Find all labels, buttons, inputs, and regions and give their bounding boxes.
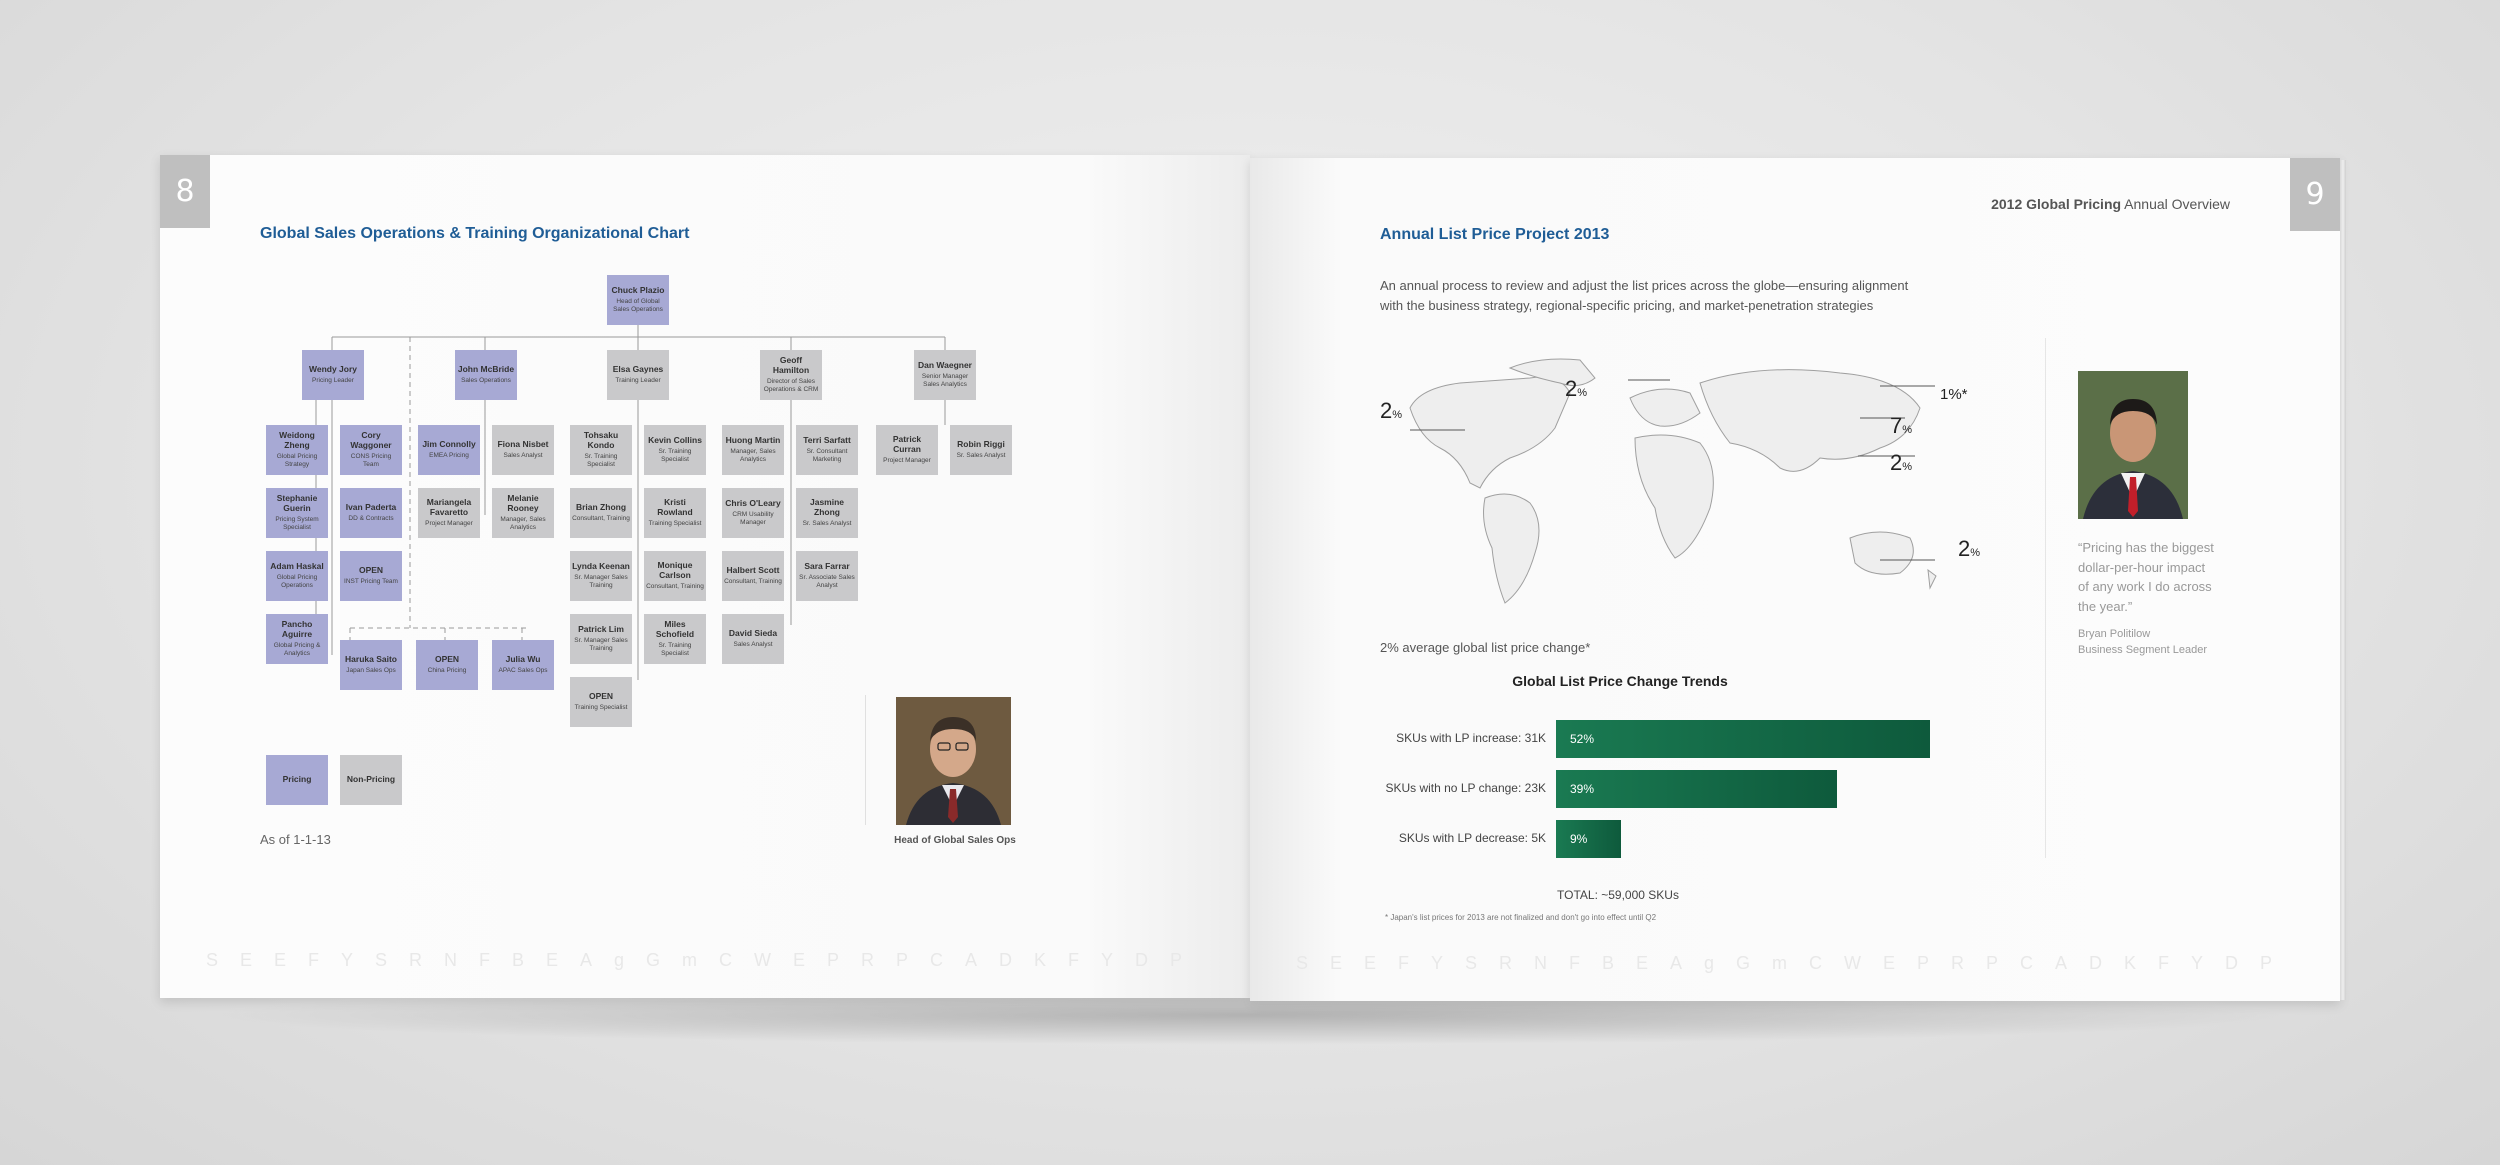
node-role: Sr. Sales Analyst bbox=[956, 451, 1006, 459]
org-node bbox=[266, 488, 328, 538]
right-page bbox=[1250, 158, 2340, 1001]
watermark-glyphs: SEEFYSRNFBEAgGmCWEPRPCADKFYDP bbox=[1295, 953, 2295, 973]
bar-mark bbox=[1556, 770, 1837, 808]
bar-value-label: 9% bbox=[1570, 832, 1588, 846]
photo-caption: Head of Global Sales Ops bbox=[894, 835, 1016, 846]
node-name: Chris O'Leary bbox=[725, 498, 781, 509]
node-role: Sr. Training Specialist bbox=[658, 448, 692, 463]
bar-category-label: SKUs with LP decrease: 5K bbox=[1398, 831, 1546, 845]
head-photo bbox=[896, 697, 1011, 825]
node-role: Project Manager bbox=[425, 519, 473, 527]
org-node bbox=[340, 551, 402, 601]
node-name: Halbert Scott bbox=[726, 565, 780, 576]
node-name: Patrick Curran bbox=[892, 434, 922, 455]
node-name: Julia Wu bbox=[505, 654, 541, 665]
node-role: Manager, Sales Analytics bbox=[500, 515, 546, 531]
node-role: Sr. Manager Sales Training bbox=[574, 574, 628, 589]
node-name: Jasmine Zhong bbox=[809, 497, 845, 518]
label-value: 2 bbox=[1380, 398, 1393, 423]
org-node bbox=[722, 488, 784, 538]
node-role: Consultant, Training bbox=[572, 514, 630, 522]
node-role: Manager, Sales Analytics bbox=[730, 448, 776, 463]
node-role: Director of Sales Operations & CRM bbox=[763, 377, 819, 393]
average-note: 2% average global list price change* bbox=[1380, 640, 1591, 655]
node-role: Pricing Leader bbox=[312, 376, 354, 384]
label-unit: % bbox=[1970, 547, 1981, 559]
running-header bbox=[1991, 196, 2230, 212]
org-node-sales-analytics bbox=[914, 350, 976, 400]
node-name: Mariangela Favaretto bbox=[426, 497, 472, 518]
quote-title: Business Segment Leader bbox=[2078, 644, 2208, 656]
node-role: Global Pricing & Analytics bbox=[273, 641, 321, 657]
org-node bbox=[266, 614, 328, 664]
bar-category-label: SKUs with no LP change: 23K bbox=[1385, 781, 1546, 795]
org-node bbox=[266, 425, 328, 475]
node-name: Cory Waggoner bbox=[350, 430, 392, 451]
org-node-training-leader bbox=[607, 350, 669, 400]
org-node-sales-operations bbox=[455, 350, 517, 400]
node-name: Robin Riggi bbox=[957, 439, 1005, 450]
org-node bbox=[722, 614, 784, 664]
org-node bbox=[796, 551, 858, 601]
person-portrait-icon bbox=[896, 697, 1011, 825]
node-name: Dan Waegner bbox=[917, 360, 972, 371]
header-light: Annual Overview bbox=[2124, 196, 2230, 212]
org-node bbox=[644, 425, 706, 475]
person-portrait-icon bbox=[2078, 371, 2188, 519]
node-role: DD & Contracts bbox=[348, 514, 394, 522]
org-node bbox=[416, 640, 478, 690]
node-name: Huong Martin bbox=[725, 435, 781, 446]
intro-text: An annual process to review and adjust the list prices across the globe—ensuring alignment with the business strategy, regional-specific pricing, and market-penetration strategies bbox=[1380, 278, 1909, 313]
org-node bbox=[492, 488, 554, 538]
node-name: Pancho Aguirre bbox=[281, 619, 313, 640]
north-america-shape bbox=[1410, 377, 1570, 488]
label-unit: % bbox=[1902, 424, 1913, 436]
node-name: Adam Haskal bbox=[270, 561, 324, 572]
org-node bbox=[492, 640, 554, 690]
bar-mark bbox=[1556, 720, 1930, 758]
quote-name: Bryan Politilow bbox=[2078, 628, 2151, 640]
label-value: 2 bbox=[1565, 376, 1578, 401]
legend-label: Pricing bbox=[282, 774, 312, 785]
legend-pricing bbox=[266, 755, 328, 805]
bar-mark bbox=[1556, 820, 1621, 858]
node-role: EMEA Pricing bbox=[429, 451, 469, 459]
org-node bbox=[266, 551, 328, 601]
watermark-glyphs: SEEFYSRNFBEAgGmCWEPRPCADKFYDP bbox=[205, 950, 1205, 970]
node-name: Terri Sarfatt bbox=[803, 435, 851, 446]
node-name: Melanie Rooney bbox=[507, 493, 539, 514]
node-name: Monique Carlson bbox=[657, 560, 693, 581]
world-map bbox=[1380, 338, 2000, 638]
node-role: INST Pricing Team bbox=[344, 577, 398, 585]
node-name: Weidong Zheng bbox=[279, 430, 315, 451]
node-name: OPEN bbox=[434, 654, 460, 665]
node-name: John McBride bbox=[457, 364, 515, 375]
south-america-shape bbox=[1484, 494, 1539, 603]
org-node-head bbox=[607, 275, 669, 325]
node-name: Kristi Rowland bbox=[657, 497, 693, 518]
node-role: Training Specialist bbox=[648, 519, 702, 527]
label-unit: % bbox=[1392, 409, 1403, 421]
node-name: Brian Zhong bbox=[575, 502, 627, 513]
label-unit: % bbox=[1577, 387, 1588, 399]
node-role: Training Specialist bbox=[574, 703, 628, 711]
node-name: Lynda Keenan bbox=[572, 561, 630, 572]
node-role: Head of Global Sales Operations bbox=[613, 298, 663, 313]
node-role: Sr. Associate Sales Analyst bbox=[799, 574, 855, 589]
org-node bbox=[418, 425, 480, 475]
node-role: Sales Operations bbox=[461, 376, 511, 384]
pull-quote: “Pricing has the biggest dollar-per-hour impact of any work I do across the year.” bbox=[2078, 540, 2214, 614]
org-node bbox=[876, 425, 938, 475]
org-node bbox=[796, 488, 858, 538]
australia-shape bbox=[1850, 532, 1913, 574]
node-name: David Sieda bbox=[728, 628, 778, 639]
org-node bbox=[570, 488, 632, 538]
node-role: Sr. Training Specialist bbox=[658, 641, 692, 657]
map-label-australia bbox=[1958, 536, 1980, 562]
map-label-south-asia bbox=[1890, 450, 1912, 476]
node-role: Senior Manager Sales Analytics bbox=[921, 373, 969, 388]
node-role: Consultant, Training bbox=[724, 577, 782, 585]
org-node bbox=[340, 488, 402, 538]
org-node bbox=[340, 640, 402, 690]
node-name: Fiona Nisbet bbox=[497, 439, 549, 450]
node-role: Consultant, Training bbox=[646, 582, 704, 590]
europe-shape bbox=[1630, 389, 1700, 426]
label-unit: % bbox=[1902, 461, 1913, 473]
node-role: Global Pricing Strategy bbox=[276, 452, 318, 468]
bar-category-label: SKUs with LP increase: 31K bbox=[1396, 731, 1546, 745]
chart-title: Global List Price Change Trends bbox=[1512, 673, 1728, 689]
org-node bbox=[492, 425, 554, 475]
node-name: Sara Farrar bbox=[804, 561, 850, 572]
org-node bbox=[644, 488, 706, 538]
node-name: Wendy Jory bbox=[308, 364, 358, 375]
node-name: Chuck Plazio bbox=[611, 285, 665, 296]
map-label-americas bbox=[1380, 398, 1402, 424]
label-value: 2 bbox=[1958, 536, 1971, 561]
node-role: CONS Pricing Team bbox=[350, 452, 392, 468]
divider bbox=[865, 695, 866, 825]
page-title: Global Sales Operations & Training Organizational Chart bbox=[260, 225, 690, 242]
node-role: Sales Analyst bbox=[733, 640, 773, 648]
node-name: OPEN bbox=[588, 691, 614, 702]
africa-shape bbox=[1635, 435, 1713, 558]
node-role: Training Leader bbox=[615, 376, 661, 384]
org-node bbox=[570, 425, 632, 475]
header-bold: 2012 Global Pricing bbox=[1991, 196, 2122, 212]
org-node bbox=[722, 425, 784, 475]
org-node bbox=[644, 551, 706, 601]
page-edge bbox=[2340, 160, 2346, 1000]
org-node bbox=[644, 614, 706, 664]
node-role: China Pricing bbox=[427, 666, 467, 674]
bar-value-label: 52% bbox=[1570, 732, 1595, 746]
node-name: Geoff Hamilton bbox=[772, 355, 810, 376]
divider bbox=[2045, 338, 2046, 858]
node-name: Elsa Gaynes bbox=[612, 364, 664, 375]
bar-value-label: 39% bbox=[1570, 782, 1595, 796]
node-name: Patrick Lim bbox=[578, 624, 624, 635]
node-name: Haruka Saito bbox=[345, 654, 397, 665]
org-node-director-sales-ops bbox=[760, 350, 822, 400]
map-label-europe bbox=[1565, 376, 1587, 402]
map-label-japan bbox=[1940, 386, 1968, 403]
org-node-pricing-leader bbox=[302, 350, 364, 400]
node-role: Sr. Sales Analyst bbox=[802, 519, 852, 527]
org-node bbox=[340, 425, 402, 475]
as-of-date: As of 1-1-13 bbox=[260, 832, 331, 847]
org-node bbox=[722, 551, 784, 601]
footnote: * Japan's list prices for 2013 are not finalized and don't go into effect until Q2 bbox=[1385, 913, 1657, 922]
node-name: Kevin Collins bbox=[648, 435, 702, 446]
org-node bbox=[570, 551, 632, 601]
label-value: 2 bbox=[1890, 450, 1903, 475]
node-role: Sr. Training Specialist bbox=[584, 452, 618, 468]
org-node bbox=[796, 425, 858, 475]
node-role: Global Pricing Operations bbox=[276, 574, 318, 589]
org-node bbox=[950, 425, 1012, 475]
node-role: APAC Sales Ops bbox=[498, 666, 548, 674]
node-name: Miles Schofield bbox=[655, 619, 695, 640]
legend-label: Non-Pricing bbox=[346, 774, 396, 785]
node-role: Project Manager bbox=[883, 456, 931, 464]
page-number: 9 bbox=[2290, 158, 2340, 231]
node-name: OPEN bbox=[358, 565, 384, 576]
node-role: Sr. Manager Sales Training bbox=[574, 637, 628, 652]
org-node bbox=[570, 677, 632, 727]
node-name: Ivan Paderta bbox=[345, 502, 397, 513]
legend-non-pricing bbox=[340, 755, 402, 805]
node-name: Jim Connolly bbox=[422, 439, 476, 450]
node-role: Sr. Consultant Marketing bbox=[806, 448, 848, 463]
label-value: 1%* bbox=[1940, 386, 1968, 403]
page-number: 8 bbox=[160, 155, 210, 228]
node-name: Tohsaku Kondo bbox=[583, 430, 619, 451]
node-role: Japan Sales Ops bbox=[346, 666, 396, 674]
org-node bbox=[418, 488, 480, 538]
chart-total: TOTAL: ~59,000 SKUs bbox=[1557, 888, 1679, 902]
quote-photo bbox=[2078, 371, 2188, 519]
label-value: 7 bbox=[1890, 413, 1903, 438]
node-role: Sales Analyst bbox=[503, 451, 543, 459]
left-page bbox=[160, 155, 1250, 998]
node-role: Pricing System Specialist bbox=[275, 515, 319, 531]
new-zealand-shape bbox=[1928, 570, 1936, 588]
org-node bbox=[570, 614, 632, 664]
node-role: CRM Usability Manager bbox=[732, 511, 774, 526]
map-label-china bbox=[1890, 413, 1912, 439]
node-name: Stephanie Guerin bbox=[276, 493, 318, 514]
page-title: Annual List Price Project 2013 bbox=[1380, 226, 1610, 243]
